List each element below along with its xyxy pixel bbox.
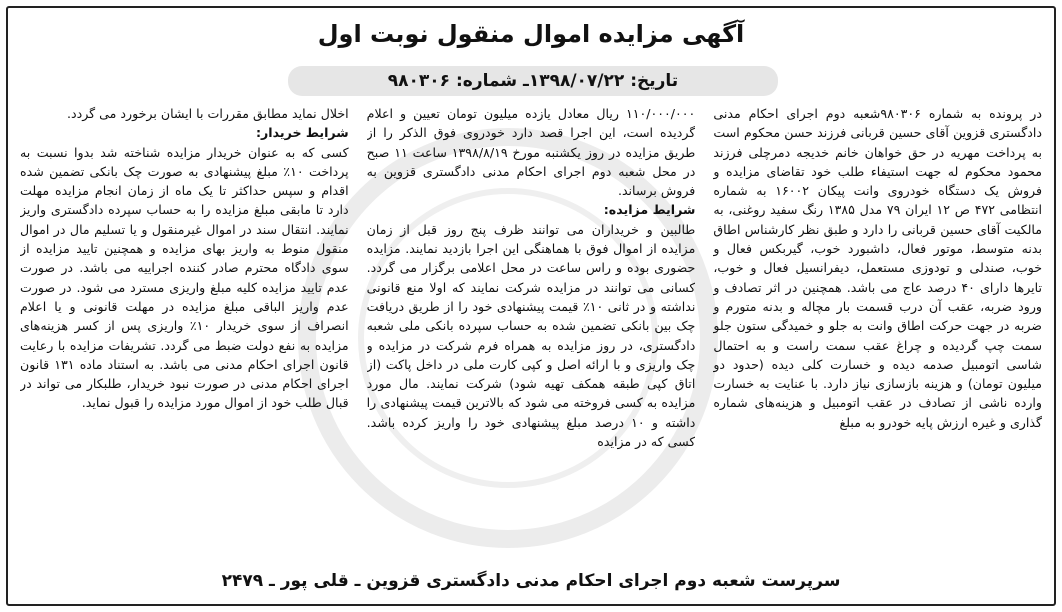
notice-frame <box>6 6 1056 606</box>
buyer-conditions-text: کسی که به عنوان خریدار مزایده شناخته شد بدوا نسبت به پرداخت ۱۰٪ مبلغ پیشنهادی به صورت چک بانکی تضمین شده اقدام و سپس حداکثر تا یک ماه از زمان انجام مزایده مهلت دارد تا مابقی مبلغ مزایده را به حساب سپرده دادگستری واریز نمایند. انتقال سند در اموال غیرمنقول و یا تسلیم مال در اموال منقول منوط به واریز بهای مزایده و همچنین تایید مزایده از سوی دادگاه محترم صادر کننده اجراییه می باشد. در صورت عدم تایید مزایده کلیه مبلغ واریزی مسترد می شود. در صورت عدم واریز الباقی مبلغ مزایده در مهلت قانونی و یا اعلام انصراف از سوی خریدار ۱۰٪ واریزی پس از کسر هزینه‌های مزایده به نفع دولت ضبط می گردد. تشریفات مزایده با رعایت قانون اجرای احکام مدنی می باشد. به استناد ماده ۱۳۱ قانون اجرای احکام مدنی در صورت نبود خریدار، طلبکار می تواند در قبال طلب خود از اموال مورد مزایده را قبول نماید. <box>19 144 349 411</box>
column-left <box>20 104 349 564</box>
notice-title: آگهی مزایده اموال منقول نوبت اول <box>317 20 745 48</box>
notice-columns <box>20 104 1042 564</box>
column-middle <box>367 104 696 564</box>
column-right-paragraph: در پرونده به شماره ۹۸۰۳۰۶شعبه دوم اجرای احکام مدنی دادگستری قزوین آقای حسین قربانی فرزند حسن محکوم است به پرداخت مهریه در حق خواهان خانم خدیجه دمرچلی فرزند محمود محکوم له جهت استیفاء طلب خود تقاضای مزایده و فروش یک دستگاه خودروی وانت پیکان ۱۶۰۰۲ به شماره انتظامی ۴۷۲ ص ۱۲ ایران ۷۹ مدل ۱۳۸۵ رنگ سفید روغنی، به مالکیت آقای حسین قربانی را دارد و طبق نظر کارشناس اطاق بدنه متوسط، موتور فعال، داشبورد خوب، گیربکس فعال و خوب، صندلی و تودوزی مستعمل، دیفرانسیل فعال و خوب، تایرها دارای ۴۰ درصد عاج می باشد. همچنین در اثر تصادف و ورود ضربه، عقب آن درب قسمت بار مچاله و بدنه متورم و ضربه در جهت حرکت اطاق وانت به جلو و خمیدگی ستون جلو سمت چپ گردیده و چراغ عقب سمت راست و به احتمال شاسی اتومبیل صدمه دیده و خسارت کلی دیده (حدود دو میلیون تومان) و هزینه بازسازی نیاز دارد. با عنایت به خسارت وارده ناشی از تصادف در عقب اتومبیل و هزینه‌های شماره گذاری و غیره ارزش پایه خودرو به مبلغ <box>713 106 1042 430</box>
notice-signature: سرپرست شعبه دوم اجرای احکام مدنی دادگستری قزوین ـ قلی پور ـ ۲۴۷۹ <box>221 571 841 591</box>
auction-conditions-text: طالبین و خریداران می توانند ظرف پنج روز قبل از زمان مزایده از اموال فوق با هماهنگی این اجرا بازدید نمایند. مزایده حضوری بوده و راس ساعت در محل اعلامی برگزار می گردد. کسانی می توانند در مزایده شرکت نمایند که اولا منع قانونی نداشته و در ثانی ۱۰٪ قیمت پیشنهادی خود را از طریق دریافت چک بین بانکی تضمین شده به حساب سپرده بانکی ملی شعبه دادگستری، در روز مزایده به همراه فرم شرکت در مزایده و چک واریزی و با ارائه اصل و کپی کارت ملی در داخل پاکت (از اتاق کپی طبقه همکف تهیه شود) شرکت نمایند. مال مورد مزایده به کسی فروخته می شود که بالاترین قیمت پیشنهادی را داشته و ۱۰ درصد مبلغ پیشنهادی خود را واریز کرده باشد. کسی که در مزایده <box>366 221 696 450</box>
column-left-paragraph: اخلال نماید مطابق مقررات با ایشان برخورد می گردد. <box>67 106 349 121</box>
notice-date-number: تاریخ: ۱۳۹۸/۰۷/۲۲ـ شماره: ۹۸۰۳۰۶ <box>288 66 778 96</box>
auction-conditions-heading: شرایط مزایده: <box>603 202 696 218</box>
column-middle-paragraph: ۱۱۰/۰۰۰/۰۰۰ ریال معادل یازده میلیون تومان تعیین و اعلام گردیده است، این اجرا قصد دارد خودروی فوق الذکر را از طریق مزایده در روز یکشنبه مورخ ۱۳۹۸/۸/۱۹ ساعت ۱۱ صبح در محل شعبه دوم اجرای احکام مدنی دادگستری قزوین به فروش برساند. <box>366 106 696 199</box>
column-right <box>713 104 1042 564</box>
buyer-conditions-heading: شرایط خریدار: <box>256 125 349 141</box>
